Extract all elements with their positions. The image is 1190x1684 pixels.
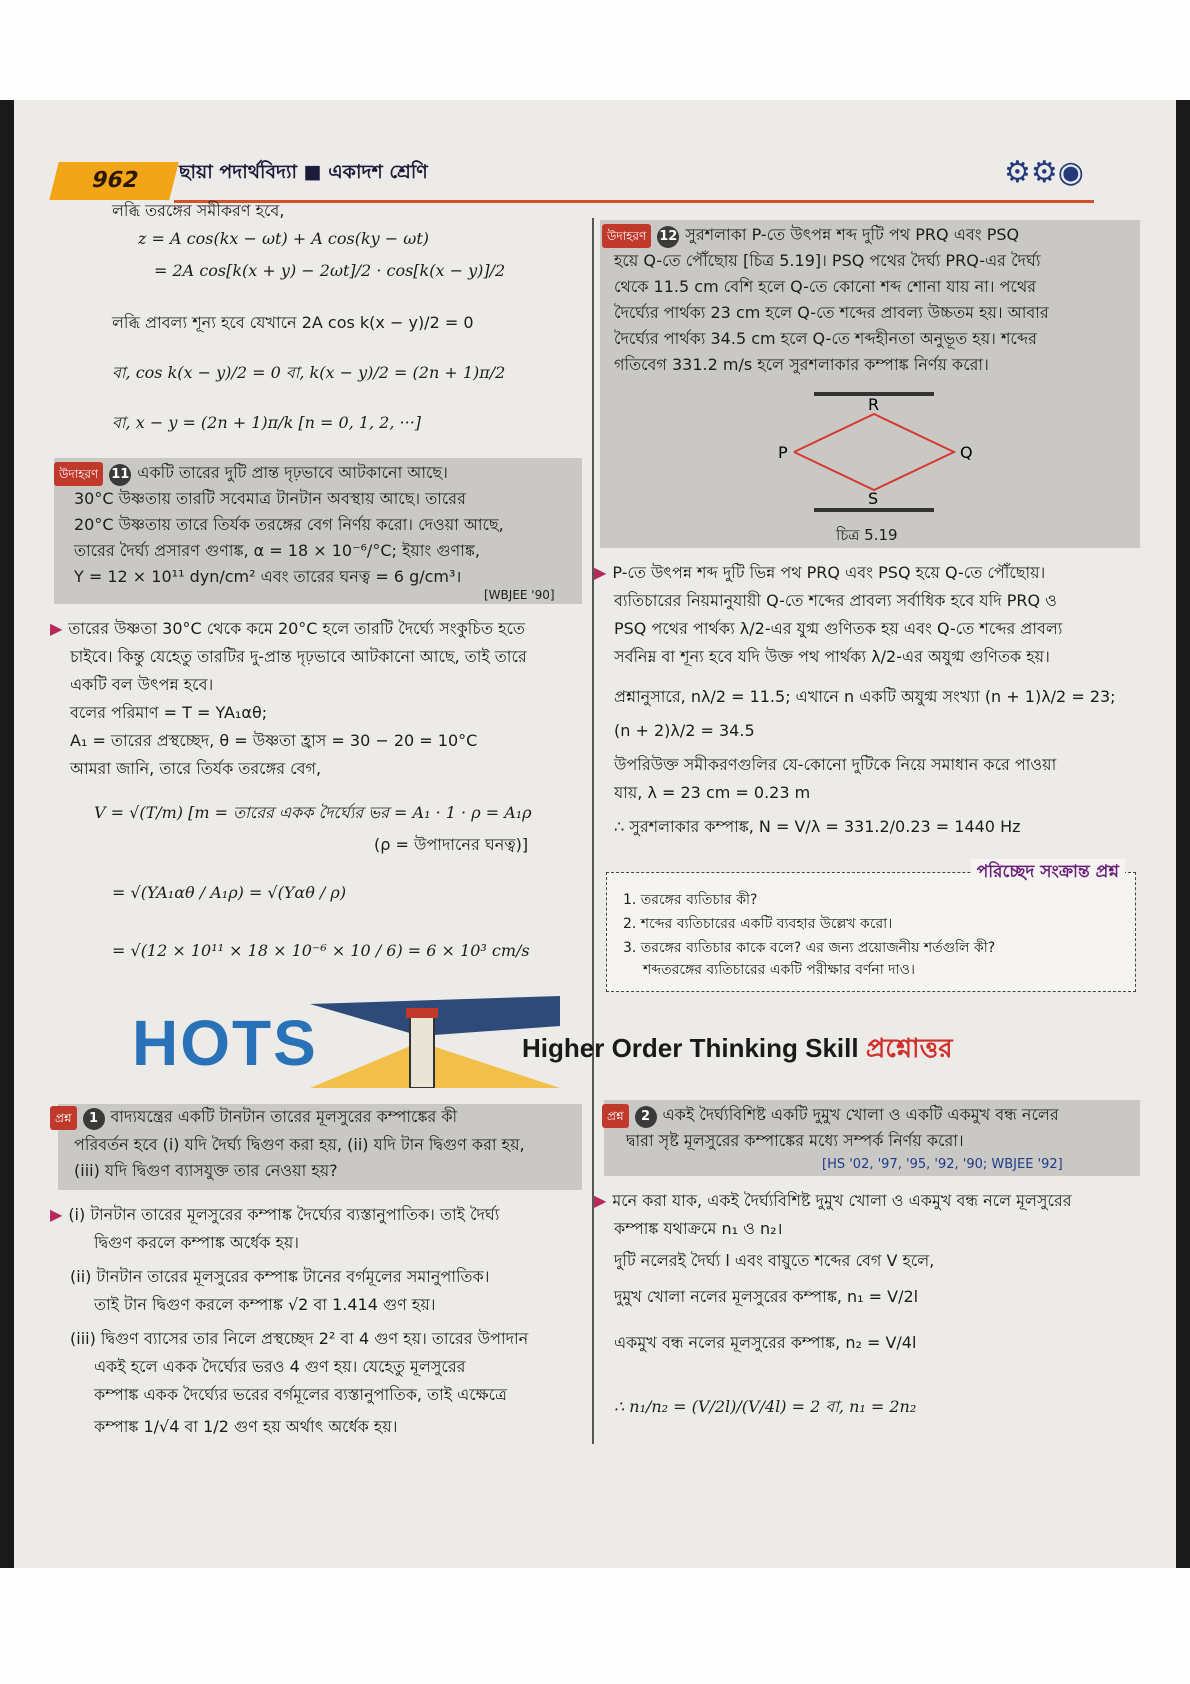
example-12-heading [602, 224, 1019, 248]
intro-text: লব্ধি তরঙ্গের সমীকরণ হবে, [112, 201, 285, 220]
label-p: P [778, 443, 788, 462]
hots-question-1-line: পরিবর্তন হবে (i) যদি দৈর্ঘ্য দ্বিগুণ করা হয়, (ii) যদি টান দ্বিগুণ করা হয়, [74, 1135, 525, 1154]
example-11-line: 30°C উষ্ণতায় তারটি সবেমাত্র টানটান অবস্থায় আছে। তারের [74, 489, 466, 508]
velocity-equation-2: = √(YA₁αθ / A₁ρ) = √(Yαθ / ρ) [112, 883, 347, 902]
path-diagram [774, 390, 974, 514]
chapter-questions-box [606, 862, 1136, 992]
solution-12-line: PSQ পথের পার্থক্য λ/2-এর যুগ্ম গুণিতক হয় এবং Q-তে শব্দের প্রাবল্য [614, 619, 1063, 638]
solution-12-line: ▶ P-তে উৎপন্ন শব্দ দুটি ভিন্ন পথ PRQ এবং PSQ হয়ে Q-তে পৌঁছোয়। [594, 563, 1046, 582]
question-number: 2 [635, 1106, 657, 1128]
example-11-line: 20°C উষ্ণতায় তারে তির্যক তরঙ্গের বেগ নির্ণয় করো। দেওয়া আছে, [74, 515, 504, 534]
chapter-question: 2. শব্দের ব্যতিচারের একটি ব্যবহার উল্লেখ করো। [623, 916, 893, 932]
velocity-equation-3: = √(12 × 10¹¹ × 18 × 10⁻⁶ × 10 / 6) = 6 × 10³ cm/s [112, 941, 530, 960]
hots-title: Higher Order Thinking Skill প্রশ্নোত্তর [522, 1033, 953, 1063]
book-page [14, 100, 1176, 1568]
question-label: প্রশ্ন [50, 1106, 77, 1130]
figure-caption: চিত্র 5.19 [836, 526, 898, 544]
page-number: 962 [49, 162, 178, 200]
solution-11-line: A₁ = তারের প্রস্থচ্ছেদ, θ = উষ্ণতা হ্রাস = 30 − 20 = 10°C [70, 731, 478, 750]
hots-question-1-heading [50, 1106, 457, 1130]
velocity-equation-1b: (ρ = উপাদানের ঘনত্ব)] [374, 835, 529, 854]
label-s: S [868, 489, 879, 508]
example-12-line: হয়ে Q-তে পৌঁছোয় [চিত্র 5.19]। PSQ পথের দৈর্ঘ্য PRQ-এর দৈর্ঘ্য [614, 251, 1041, 270]
equation-3: লব্ধি প্রাবল্য শূন্য হবে যেখানে 2A cos k(x − y)/2 = 0 [112, 313, 474, 332]
hots-question-2-line: দ্বারা সৃষ্ট মূলসুরের কম্পাঙ্কের মধ্যে সম্পর্ক নির্ণয় করো। [626, 1131, 964, 1150]
hots-answer-1-line: তাই টান দ্বিগুণ করলে কম্পাঙ্ক √2 বা 1.414 গুণ হয়। [94, 1295, 436, 1314]
hots-question-2-heading [602, 1104, 1059, 1128]
solution-12-line: প্রশ্নানুসারে, nλ/2 = 11.5; এখানে n একটি অযুগ্ম সংখ্যা (n + 1)λ/2 = 23; [614, 687, 1116, 706]
hots-answer-1-line: ▶ (i) টানটান তারের মূলসুরের কম্পাঙ্ক দৈর্ঘ্যের ব্যস্তানুপাতিক। তাই দৈর্ঘ্য [50, 1205, 500, 1224]
example-12-line: সুরশলাকা P-তে উৎপন্ন শব্দ দুটি পথ PRQ এবং PSQ [685, 225, 1020, 244]
example-label: উদাহরণ [602, 224, 651, 248]
solution-12-line: যায়, λ = 23 cm = 0.23 m [614, 783, 811, 802]
example-11-heading [54, 462, 448, 486]
equation-4: বা, cos k(x − y)/2 = 0 বা, k(x − y)/2 = (2n + 1)π/2 [112, 363, 506, 382]
example-label: উদাহরণ [54, 462, 103, 486]
label-r: R [868, 395, 880, 414]
hots-answer-2-line: ∴ n₁/n₂ = (V/2l)/(V/4l) = 2 বা, n₁ = 2n₂ [614, 1397, 917, 1416]
example-12-line: দৈর্ঘ্যের পার্থক্য 34.5 cm হলে Q-তে শব্দহীনতা অনুভূত হয়। শব্দের [614, 329, 1037, 348]
arrow-icon: ▶ [50, 619, 63, 638]
arrow-icon: ▶ [594, 1191, 607, 1210]
hots-question-1-line: বাদ্যযন্ত্রের একটি টানটান তারের মূলসুরের কম্পাঙ্কের কী [110, 1107, 458, 1126]
frequency-result: ∴ সুরশলাকার কম্পাঙ্ক, N = V/λ = 331.2/0.23 = 1440 Hz [614, 817, 1021, 836]
example-11-line: তারের দৈর্ঘ্য প্রসারণ গুণাঙ্ক, α = 18 × 10⁻⁶/°C; ইয়াং গুণাঙ্ক, [74, 541, 480, 560]
hots-answer-1-line: দ্বিগুণ করলে কম্পাঙ্ক অর্ধেক হয়। [94, 1233, 300, 1252]
label-q: Q [960, 443, 973, 462]
hots-answer-2-line: একমুখ বন্ধ নলের মূলসুরের কম্পাঙ্ক, n₂ = V/4l [614, 1333, 917, 1352]
question-number: 1 [83, 1108, 105, 1130]
solution-12-line: উপরিউক্ত সমীকরণগুলির যে-কোনো দুটিকে নিয়ে সমাধান করে পাওয়া [614, 755, 1057, 774]
example-12-line: গতিবেগ 331.2 m/s হলে সুরশলাকার কম্পাঙ্ক নির্ণয় করো। [614, 355, 989, 374]
example-number: 11 [109, 464, 131, 486]
solution-12-line: সর্বনিম্ন বা শূন্য হবে যদি উক্ত পথ পার্থক্য λ/2-এর অযুগ্ম গুণিতক হয়। [614, 647, 1050, 666]
hots-answer-1-line: কম্পাঙ্ক 1/√4 বা 1/2 গুণ হয় অর্থাৎ অর্ধেক হয়। [94, 1417, 398, 1436]
solution-12-line: (n + 2)λ/2 = 34.5 [614, 721, 755, 740]
equation-1: z = A cos(kx − ωt) + A cos(ky − ωt) [138, 229, 430, 248]
arrow-icon: ▶ [594, 563, 607, 582]
example-12-line: দৈর্ঘ্যের পার্থক্য 23 cm হলে Q-তে শব্দের প্রাবল্য উচ্চতম হয়। আবার [614, 303, 1049, 322]
hots-question-1-line: (iii) যদি দ্বিগুণ ব্যাসযুক্ত তার নেওয়া হয়? [74, 1161, 338, 1180]
chapter-question: শব্দতরঙ্গের ব্যতিচারের একটি পরীক্ষার বর্ণনা দাও। [643, 962, 915, 978]
equation-2: = 2A cos[k(x + y) − 2ωt]/2 · cos[k(x − y)]/2 [154, 261, 506, 280]
hots-question-2-source: [HS '02, '97, '95, '92, '90; WBJEE '92] [822, 1157, 1063, 1172]
hots-answer-2-line: দুটি নলেরই দৈর্ঘ্য l এবং বায়ুতে শব্দের বেগ V হলে, [614, 1251, 935, 1270]
equation-5: বা, x − y = (2n + 1)π/k [n = 0, 1, 2, ···] [112, 413, 422, 432]
hots-banner [14, 996, 1176, 1088]
column-divider [592, 218, 594, 1118]
chapter-questions-title: পরিচ্ছেদ সংক্রান্ত প্রশ্ন [971, 859, 1125, 887]
column-divider [592, 1104, 594, 1444]
hots-answer-2-line: কম্পাঙ্ক যথাক্রমে n₁ ও n₂। [614, 1219, 783, 1238]
example-11-line: একটি তারের দুটি প্রান্ত দৃঢ়ভাবে আটকানো আছে। [137, 463, 448, 482]
hots-answer-1-line: একই হলে একক দৈর্ঘ্যের ভরও 4 গুণ হয়। যেহেতু মূলসুরের [94, 1357, 466, 1376]
hots-answer-1-line: (iii) দ্বিগুণ ব্যাসের তার নিলে প্রস্থচ্ছেদ 2² বা 4 গুণ হয়। তারের উপাদান [70, 1329, 529, 1348]
question-label: প্রশ্ন [602, 1104, 629, 1128]
velocity-equation-1: V = √(T/m) [m = তারের একক দৈর্ঘ্যের ভর = A₁ · 1 · ρ = A₁ρ [94, 803, 532, 822]
hots-answer-2-line: দুমুখ খোলা নলের মূলসুরের কম্পাঙ্ক, n₁ = V/2l [614, 1287, 919, 1306]
hots-answer-1-line: কম্পাঙ্ক একক দৈর্ঘ্যের ভরের বর্গমূলের ব্যস্তানুপাতিক, তাই এক্ষেত্রে [94, 1385, 507, 1404]
arrow-icon: ▶ [50, 1205, 63, 1224]
top-margin [0, 0, 1190, 100]
hots-logo: HOTS [132, 1007, 318, 1079]
hots-answer-1-line: (ii) টানটান তারের মূলসুরের কম্পাঙ্ক টানের বর্গমূলের সমানুপাতিক। [70, 1267, 490, 1286]
example-11-source: [WBJEE '90] [484, 588, 555, 602]
solution-11-line: বলের পরিমাণ = T = YA₁αθ; [70, 703, 268, 722]
example-11-line: Y = 12 × 10¹¹ dyn/cm² এবং তারের ঘনত্ব = 6 g/cm³। [74, 567, 462, 586]
solution-12-line: ব্যতিচারের নিয়মানুযায়ী Q-তে শব্দের প্রাবল্য সর্বাধিক হবে যদি PRQ ও [614, 591, 1057, 610]
example-12-line: থেকে 11.5 cm বেশি হলে Q-তে কোনো শব্দ শোনা যায় না। পথের [614, 277, 1037, 296]
solution-11-line: একটি বল উৎপন্ন হবে। [70, 675, 214, 694]
book-title: ছায়া পদার্থবিদ্যা ■ একাদশ শ্রেণি [179, 161, 428, 183]
example-number: 12 [657, 226, 679, 248]
gear-icon: ⚙⚙◉ [1004, 155, 1084, 190]
hots-question-2-line: একই দৈর্ঘ্যবিশিষ্ট একটি দুমুখ খোলা ও একটি একমুখ বন্ধ নলের [662, 1105, 1059, 1124]
chapter-question: 1. তরঙ্গের ব্যতিচার কী? [623, 892, 758, 908]
solution-11-line: চাইবে। কিন্তু যেহেতু তারটির দু-প্রান্ত দৃঢ়ভাবে আটকানো আছে, তাই তারে [70, 647, 527, 666]
solution-11-line: ▶ তারের উষ্ণতা 30°C থেকে কমে 20°C হলে তারটি দৈর্ঘ্যে সংকুচিত হতে [50, 619, 525, 638]
bottom-margin [0, 1568, 1190, 1684]
chapter-question: 3. তরঙ্গের ব্যতিচার কাকে বলে? এর জন্য প্রয়োজনীয় শর্তগুলি কী? [623, 940, 996, 956]
header-rule [174, 200, 1094, 203]
solution-11-line: আমরা জানি, তারে তির্যক তরঙ্গের বেগ, [70, 759, 322, 778]
hots-answer-2-line: ▶ মনে করা যাক, একই দৈর্ঘ্যবিশিষ্ট দুমুখ খোলা ও একমুখ বন্ধ নলে মূলসুরের [594, 1191, 1072, 1210]
